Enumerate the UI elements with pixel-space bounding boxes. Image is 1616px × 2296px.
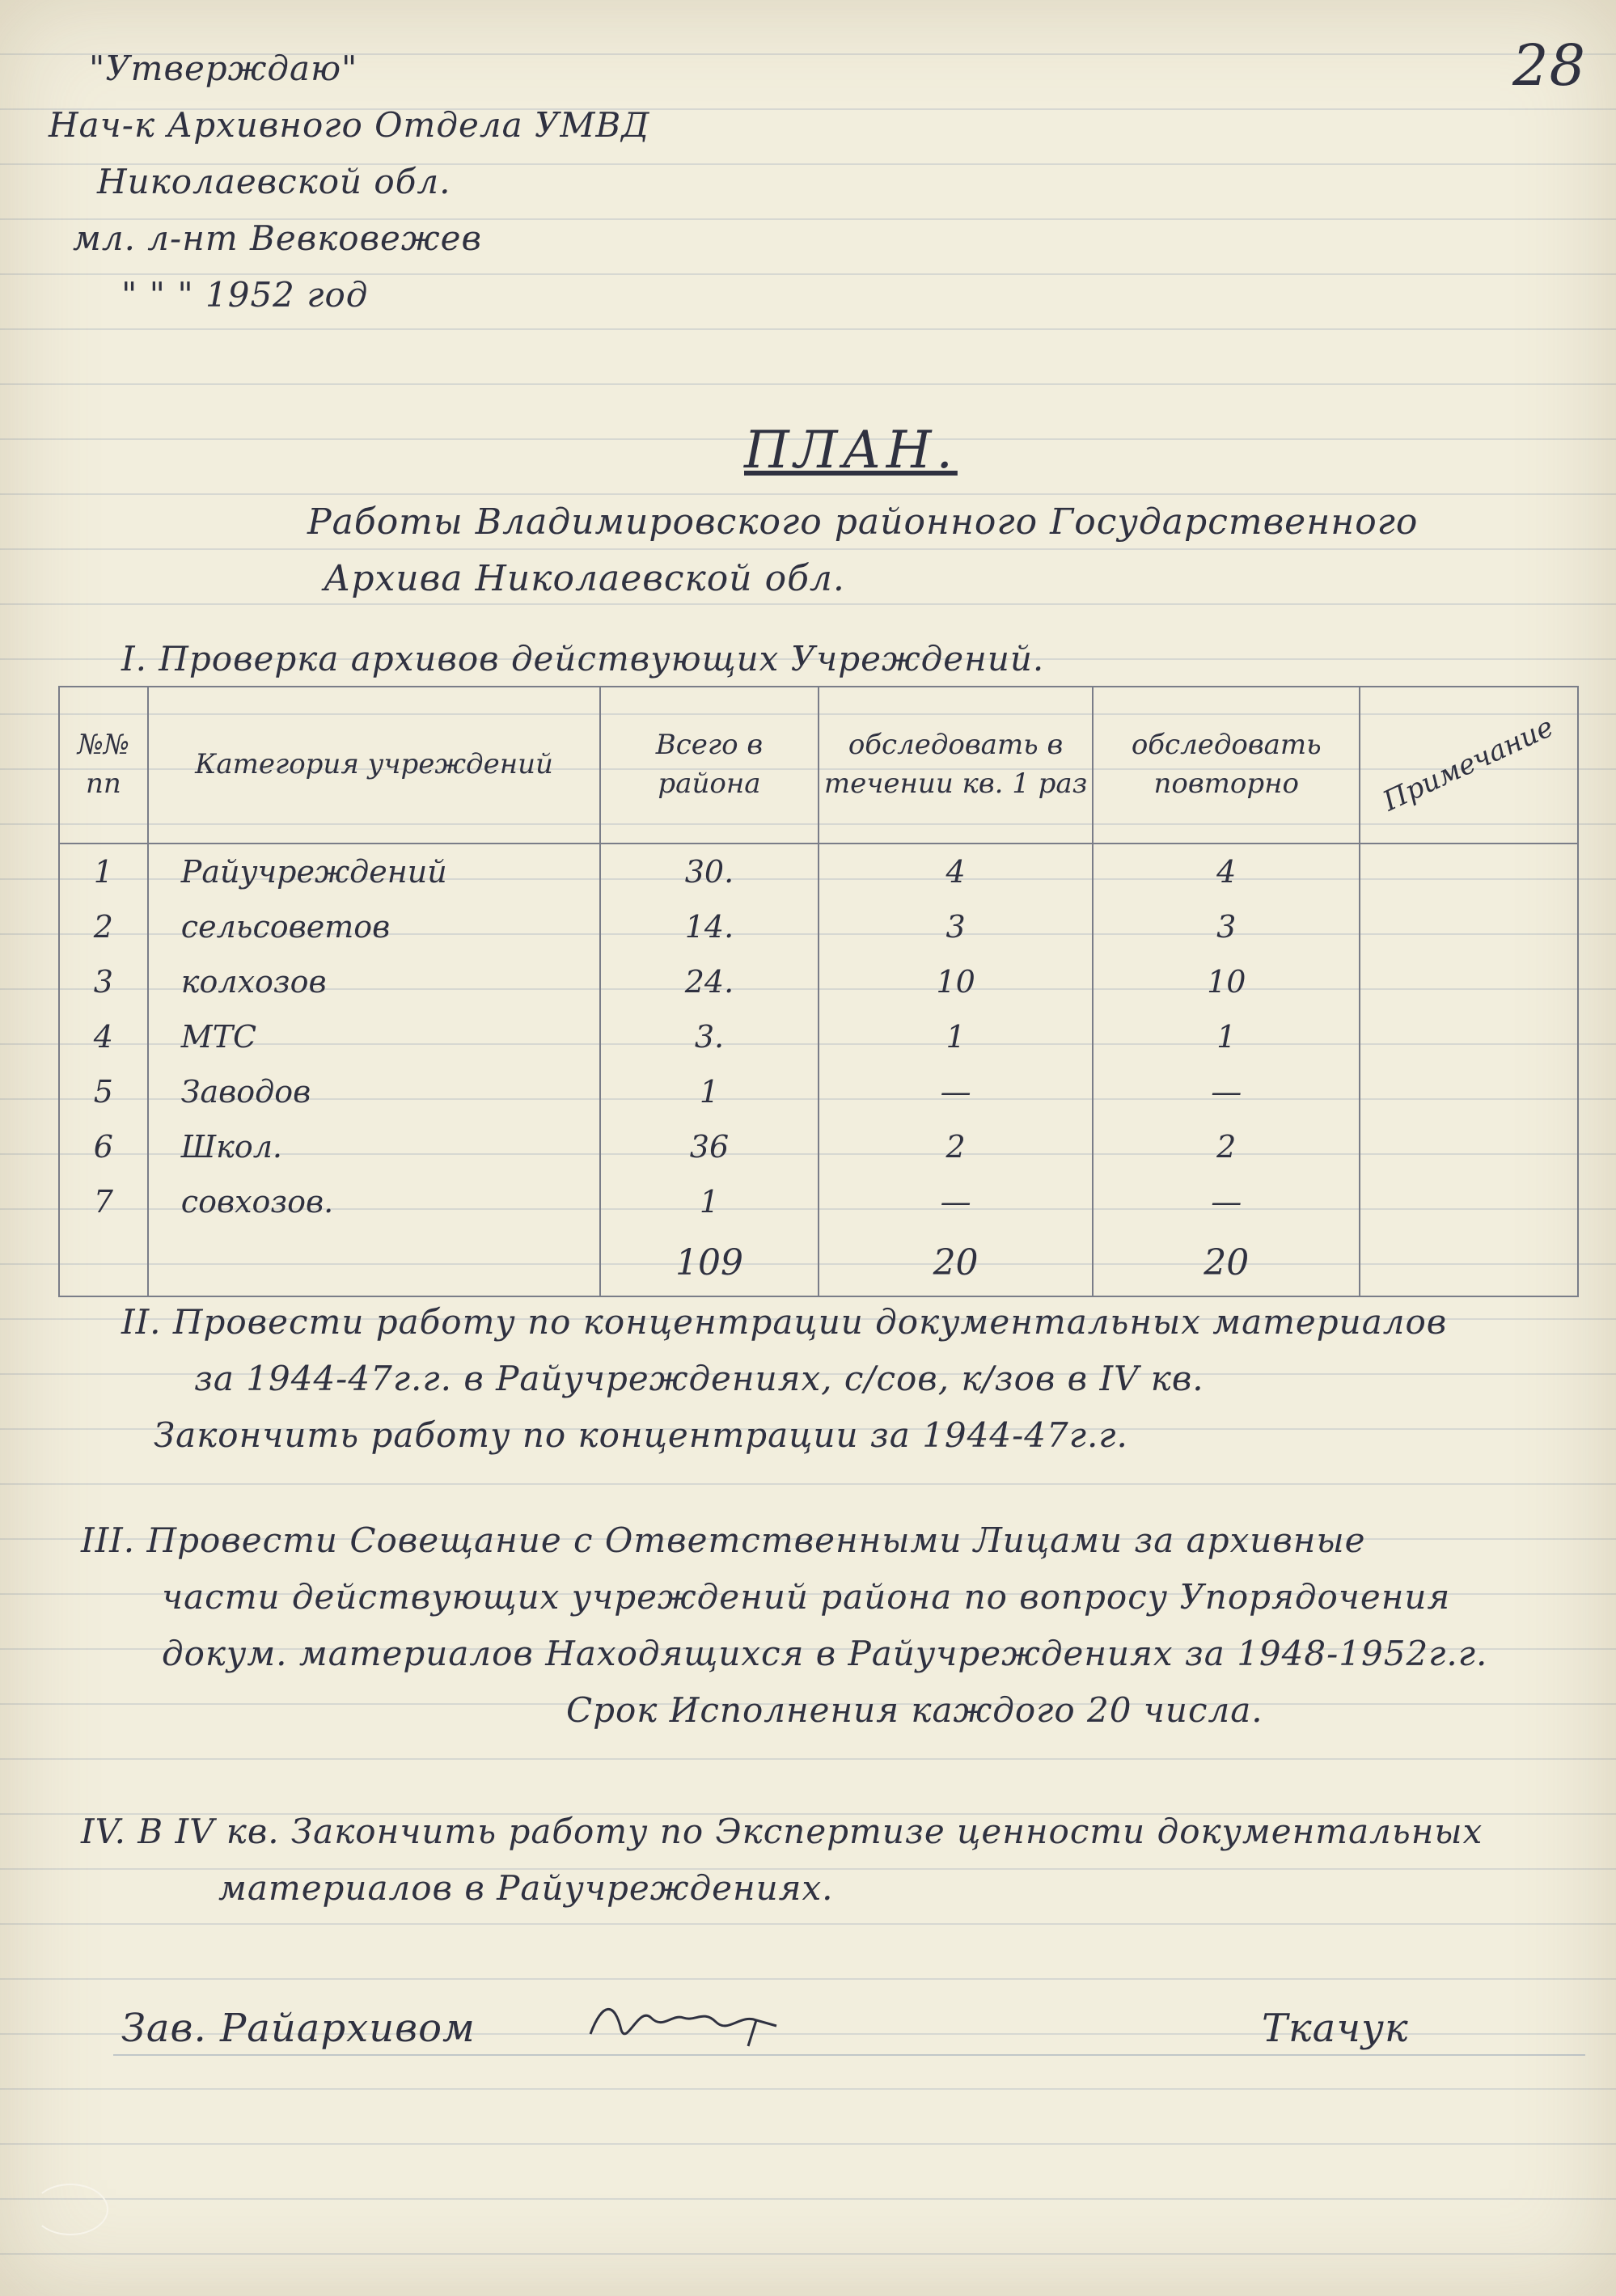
row-once: 4: [819, 844, 1094, 899]
approval-line-2: Нач-к Архивного Отдела УМВД: [49, 105, 650, 145]
table-row: [59, 1174, 1578, 1229]
col-header-number: №№ пп: [59, 687, 148, 844]
table-row: [59, 844, 1578, 899]
signature-name: Ткачук: [1262, 2006, 1409, 2051]
section-3-line-1: III. Провести Совещание с Ответственными Лицами за архивные: [81, 1520, 1366, 1560]
table-row: [59, 1119, 1578, 1174]
row-note: [1360, 1009, 1578, 1064]
approval-line-5: " " " 1952 год: [121, 275, 369, 315]
col-header-inspect-once: обследовать в течении кв. 1 раз: [819, 687, 1094, 844]
folio-number: 28: [1512, 32, 1587, 99]
row-total: 1: [600, 1174, 819, 1229]
section-3-line-3: докум. материалов Находящихся в Райучреждениях за 1948-1952г.г.: [162, 1634, 1488, 1673]
row-note: [1360, 954, 1578, 1009]
row-number: 6: [59, 1119, 148, 1174]
document-title: ПЛАН.: [744, 421, 958, 480]
row-total: 3.: [600, 1009, 819, 1064]
col-header-total: Всего в района: [600, 687, 819, 844]
inspection-table: [58, 686, 1579, 1297]
row-once: 3: [819, 899, 1094, 954]
row-repeat: —: [1093, 1064, 1360, 1119]
row-number: 1: [59, 844, 148, 899]
section-3-line-2: части действующих учреждений района по вопросу Упорядочения: [162, 1577, 1451, 1617]
row-category: колхозов: [148, 954, 600, 1009]
section-2-line-2: за 1944-47г.г. в Райучреждениях, с/сов, к/зов в IV кв.: [194, 1359, 1204, 1398]
col-header-note: [1360, 687, 1578, 844]
row-repeat: 1: [1093, 1009, 1360, 1064]
binding-string: [32, 2184, 108, 2235]
row-repeat: —: [1093, 1174, 1360, 1229]
row-note: [1360, 1064, 1578, 1119]
totals-label-cell: [148, 1229, 600, 1296]
col-header-inspect-repeat: обследовать повторно: [1093, 687, 1360, 844]
totals-note-cell: [1360, 1229, 1578, 1296]
row-once: —: [819, 1064, 1094, 1119]
subtitle-line-2: Архива Николаевской обл.: [324, 558, 845, 599]
row-category: Школ.: [148, 1119, 600, 1174]
table-row: [59, 899, 1578, 954]
row-category: МТС: [148, 1009, 600, 1064]
row-once: 1: [819, 1009, 1094, 1064]
row-note: [1360, 1174, 1578, 1229]
row-once: 2: [819, 1119, 1094, 1174]
row-note: [1360, 844, 1578, 899]
row-total: 30.: [600, 844, 819, 899]
table-row: [59, 954, 1578, 1009]
row-number: 7: [59, 1174, 148, 1229]
row-category: сельсоветов: [148, 899, 600, 954]
row-total: 36: [600, 1119, 819, 1174]
totals-total: 109: [600, 1229, 819, 1296]
row-note: [1360, 1119, 1578, 1174]
row-total: 24.: [600, 954, 819, 1009]
row-repeat: 2: [1093, 1119, 1360, 1174]
col-header-note-text: Примечание: [1378, 711, 1559, 818]
row-repeat: 10: [1093, 954, 1360, 1009]
row-number: 4: [59, 1009, 148, 1064]
section-1-heading: I. Проверка архивов действующих Учреждений.: [121, 639, 1045, 679]
approval-line-3: Николаевской обл.: [97, 162, 451, 201]
row-total: 14.: [600, 899, 819, 954]
row-repeat: 3: [1093, 899, 1360, 954]
col-header-category: Категория учреждений: [148, 687, 600, 844]
row-note: [1360, 899, 1578, 954]
table-row: [59, 1009, 1578, 1064]
signature-rule: [113, 2054, 1585, 2056]
row-repeat: 4: [1093, 844, 1360, 899]
totals-repeat: 20: [1093, 1229, 1360, 1296]
table-row: [59, 1064, 1578, 1119]
row-number: 3: [59, 954, 148, 1009]
totals-number-cell: [59, 1229, 148, 1296]
table-header-row: [59, 687, 1578, 844]
approval-line-1: "Утверждаю": [89, 49, 358, 88]
row-once: 10: [819, 954, 1094, 1009]
signature-scribble: [582, 1989, 785, 2054]
approval-line-4: мл. л-нт Вевковежев: [73, 218, 482, 258]
row-category: Райучреждений: [148, 844, 600, 899]
totals-once: 20: [819, 1229, 1094, 1296]
row-once: —: [819, 1174, 1094, 1229]
section-4-line-1: IV. В IV кв. Закончить работу по Экспертизе ценности документальных: [81, 1812, 1483, 1851]
table-totals-row: [59, 1229, 1578, 1296]
row-category: Заводов: [148, 1064, 600, 1119]
row-number: 2: [59, 899, 148, 954]
row-number: 5: [59, 1064, 148, 1119]
row-category: совхозов.: [148, 1174, 600, 1229]
section-4-line-2: материалов в Райучреждениях.: [218, 1868, 834, 1908]
section-2-line-1: II. Провести работу по концентрации документальных материалов: [121, 1302, 1448, 1342]
section-3-line-4: Срок Исполнения каждого 20 числа.: [566, 1690, 1263, 1730]
subtitle-line-1: Работы Владимировского районного Государственного: [307, 501, 1419, 543]
signature-position: Зав. Райархивом: [121, 2006, 476, 2051]
section-2-line-3: Закончить работу по концентрации за 1944-47г.г.: [154, 1415, 1128, 1455]
row-total: 1: [600, 1064, 819, 1119]
